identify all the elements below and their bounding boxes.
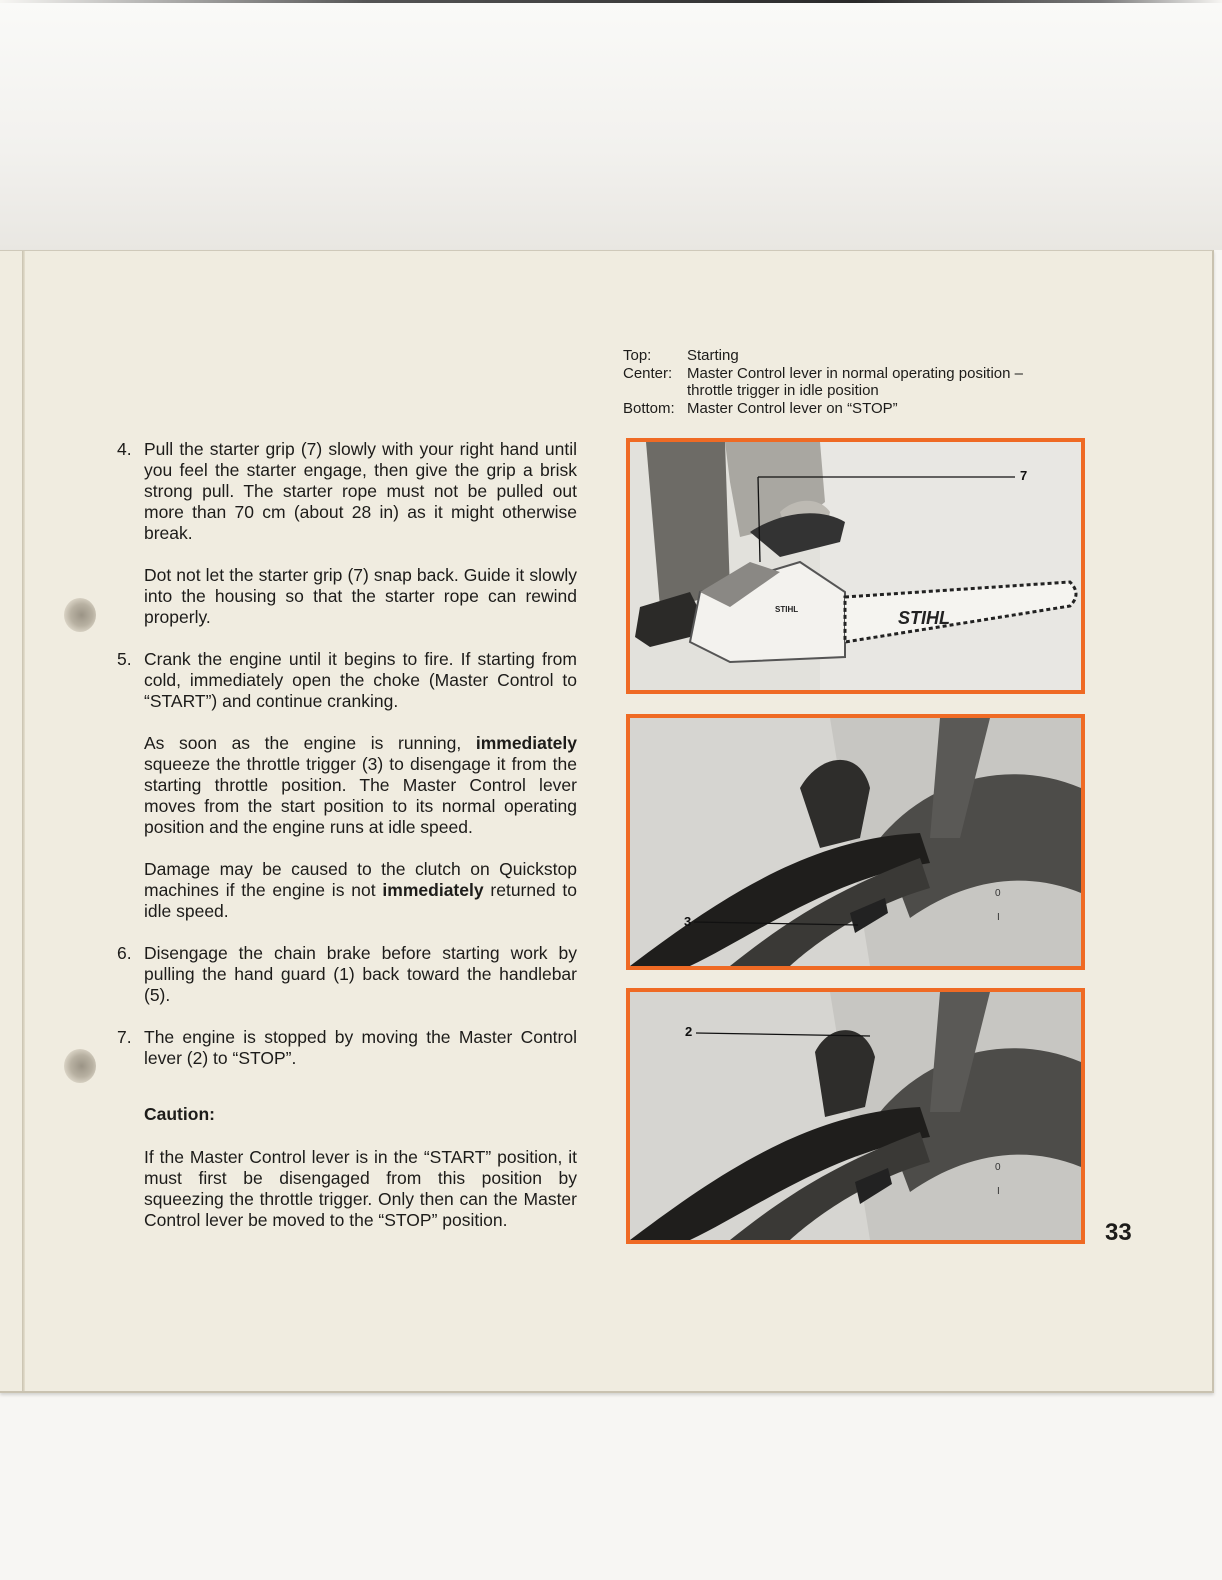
text-run: returned to idle speed. xyxy=(144,880,577,921)
brand-logo-small: STIHL xyxy=(775,605,799,614)
switch-mark-1: I xyxy=(997,912,1000,923)
step-5-warning xyxy=(117,859,577,922)
instructions-column xyxy=(117,439,577,1252)
step-5 xyxy=(117,649,577,712)
step-number: 4. xyxy=(117,439,132,459)
handle-closeup-illustration xyxy=(630,992,1081,1240)
switch-mark-1: I xyxy=(997,1186,1000,1197)
text-run: As soon as the engine is running, xyxy=(144,733,476,753)
page-number: 33 xyxy=(1105,1219,1132,1246)
caption-bottom xyxy=(623,400,1063,418)
brand-logo-large: STIHL xyxy=(898,608,950,628)
caption-top xyxy=(623,347,1063,365)
step-4-note: Dot not let the starter grip (7) snap back. Guide it slowly into the housing so that the starter rope can rewind properly. xyxy=(144,565,577,627)
caption-value: Master Control lever on “STOP” xyxy=(687,399,898,417)
step-6 xyxy=(117,943,577,1006)
handle-closeup-illustration xyxy=(630,718,1081,966)
caption-key: Bottom: xyxy=(623,399,675,417)
emphasis-text: immediately xyxy=(475,733,577,753)
switch-mark-0: 0 xyxy=(995,1162,1001,1173)
manual-page xyxy=(0,250,1214,1393)
step-7 xyxy=(117,1027,577,1069)
step-text: Pull the starter grip (7) slowly with your right hand until you feel the starter engage, then give the grip a brisk strong pull. The starter rope must not be pulled out more than 70 cm (about 28 in) as it might otherwise break. xyxy=(144,439,577,543)
callout-3: 3 xyxy=(684,914,692,929)
emphasis-text: immediately xyxy=(382,880,484,900)
step-4 xyxy=(117,439,577,544)
photo-idle-position xyxy=(626,714,1085,970)
text-run: squeeze the throttle trigger (3) to disengage it from the starting throttle position. The Master Control lever moves from the start position to its normal operating position and the engine runs at idle speed. xyxy=(144,754,577,837)
step-number: 6. xyxy=(117,943,132,963)
caption-value: Starting xyxy=(687,347,739,364)
text-run: Damage may be caused to the clutch on Quickstop machines if the engine is not xyxy=(144,859,577,900)
scan-background xyxy=(0,0,1222,250)
step-text: Disengage the chain brake before starting work by pulling the hand guard (1) back toward the handlebar (5). xyxy=(144,943,577,1005)
caption-center xyxy=(623,365,1063,400)
switch-mark-0: 0 xyxy=(995,888,1001,899)
punch-hole-icon xyxy=(64,1049,96,1083)
punch-hole-icon xyxy=(64,598,96,632)
chainsaw-illustration xyxy=(630,442,1081,690)
photo-stop-position xyxy=(626,988,1085,1244)
callout-7: 7 xyxy=(1020,468,1028,483)
step-number: 7. xyxy=(117,1027,132,1047)
caution-heading: Caution: xyxy=(144,1104,215,1124)
caption-key: Top: xyxy=(623,347,652,364)
caution-text: If the Master Control lever is in the “START” position, it must first be disengaged from this position by squeezing the throttle trigger. Only then can the Master Control lever be moved to the “STOP” position. xyxy=(144,1147,577,1230)
step-text: The engine is stopped by moving the Master Control lever (2) to “STOP”. xyxy=(144,1027,577,1068)
page-binding-edge xyxy=(22,251,25,1391)
step-number: 5. xyxy=(117,649,132,669)
caption-value: Master Control lever in normal operating position – throttle trigger in idle position xyxy=(687,364,1023,399)
photo-starting xyxy=(626,438,1085,694)
callout-2: 2 xyxy=(685,1024,693,1039)
step-5-note xyxy=(117,733,577,838)
caption-key: Center: xyxy=(623,364,673,382)
step-text: Crank the engine until it begins to fire. If starting from cold, immediately open the choke (Master Control to “START”) and continue cranking. xyxy=(144,649,577,711)
figure-captions xyxy=(623,347,1063,417)
